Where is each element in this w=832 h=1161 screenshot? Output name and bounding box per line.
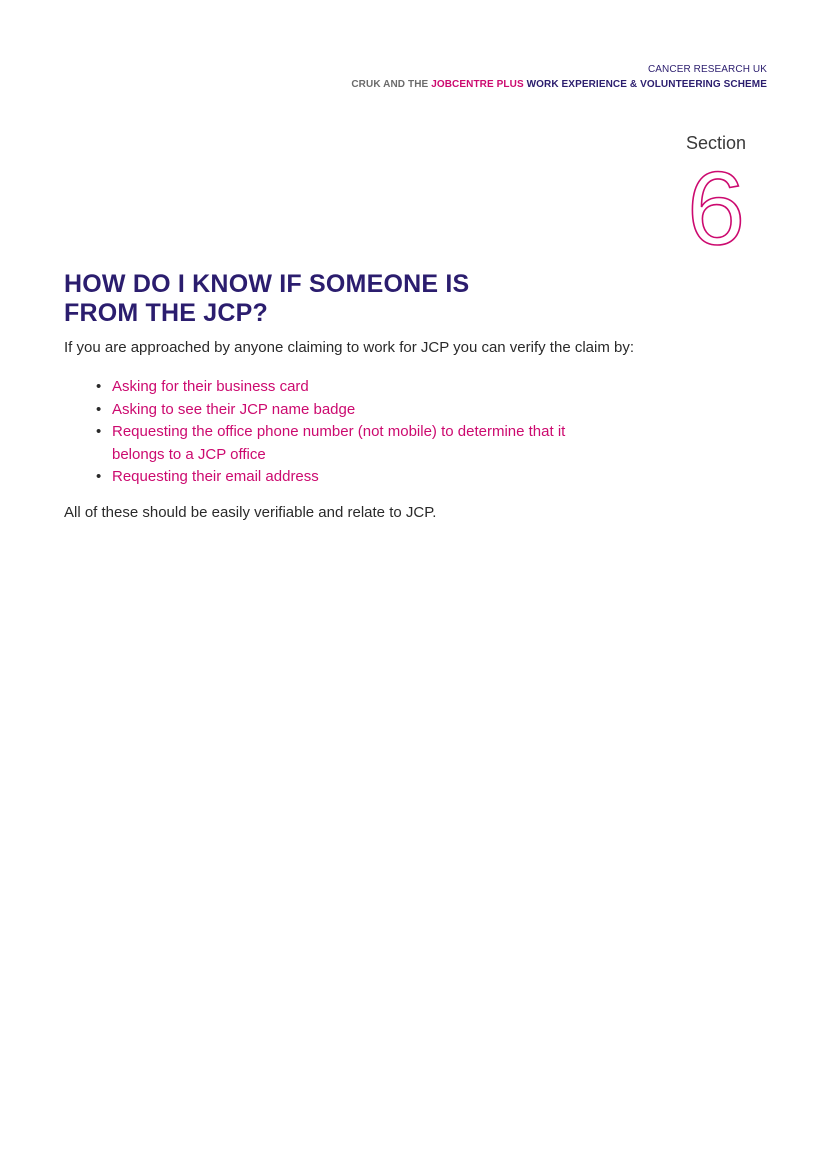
list-item-text: Asking for their business card [112, 378, 309, 395]
intro-paragraph: If you are approached by anyone claiming to work for JCP you can verify the claim by: [64, 339, 635, 356]
bullet-icon: • [96, 400, 102, 418]
section-marker [676, 132, 756, 252]
list-item [96, 376, 576, 399]
header-scheme-prefix: CRUK AND THE [351, 79, 432, 90]
list-item [96, 466, 576, 489]
list-item-text: Requesting the office phone number (not mobile) to determine that it belongs to a JCP office [112, 423, 566, 463]
header-scheme-title [351, 77, 767, 92]
bullet-icon: • [96, 468, 102, 485]
bullet-icon: • [96, 423, 102, 440]
list-item [96, 421, 576, 466]
page-title [64, 270, 469, 328]
header-scheme-suffix: WORK EXPERIENCE & VOLUNTEERING SCHEME [523, 79, 767, 90]
header-organisation: CANCER RESEARCH UK [647, 64, 767, 75]
page-header [351, 62, 767, 92]
bullet-icon: • [96, 378, 102, 395]
section-number: 6 [687, 158, 745, 252]
list-item [96, 399, 576, 422]
closing-paragraph: All of these should be easily verifiable and relate to JCP. [64, 504, 437, 521]
page-title-line-1: HOW DO I KNOW IF SOMEONE IS [64, 270, 470, 298]
list-item-text: Asking to see their JCP name badge [112, 400, 356, 418]
header-scheme-highlight: JOBCENTRE PLUS [431, 79, 524, 90]
page-title-line-2: FROM THE JCP? [64, 299, 268, 327]
section-number-outline [681, 158, 751, 252]
list-item-text: Requesting their email address [112, 468, 319, 485]
verification-list [96, 376, 576, 489]
section-label: Section [685, 133, 747, 153]
